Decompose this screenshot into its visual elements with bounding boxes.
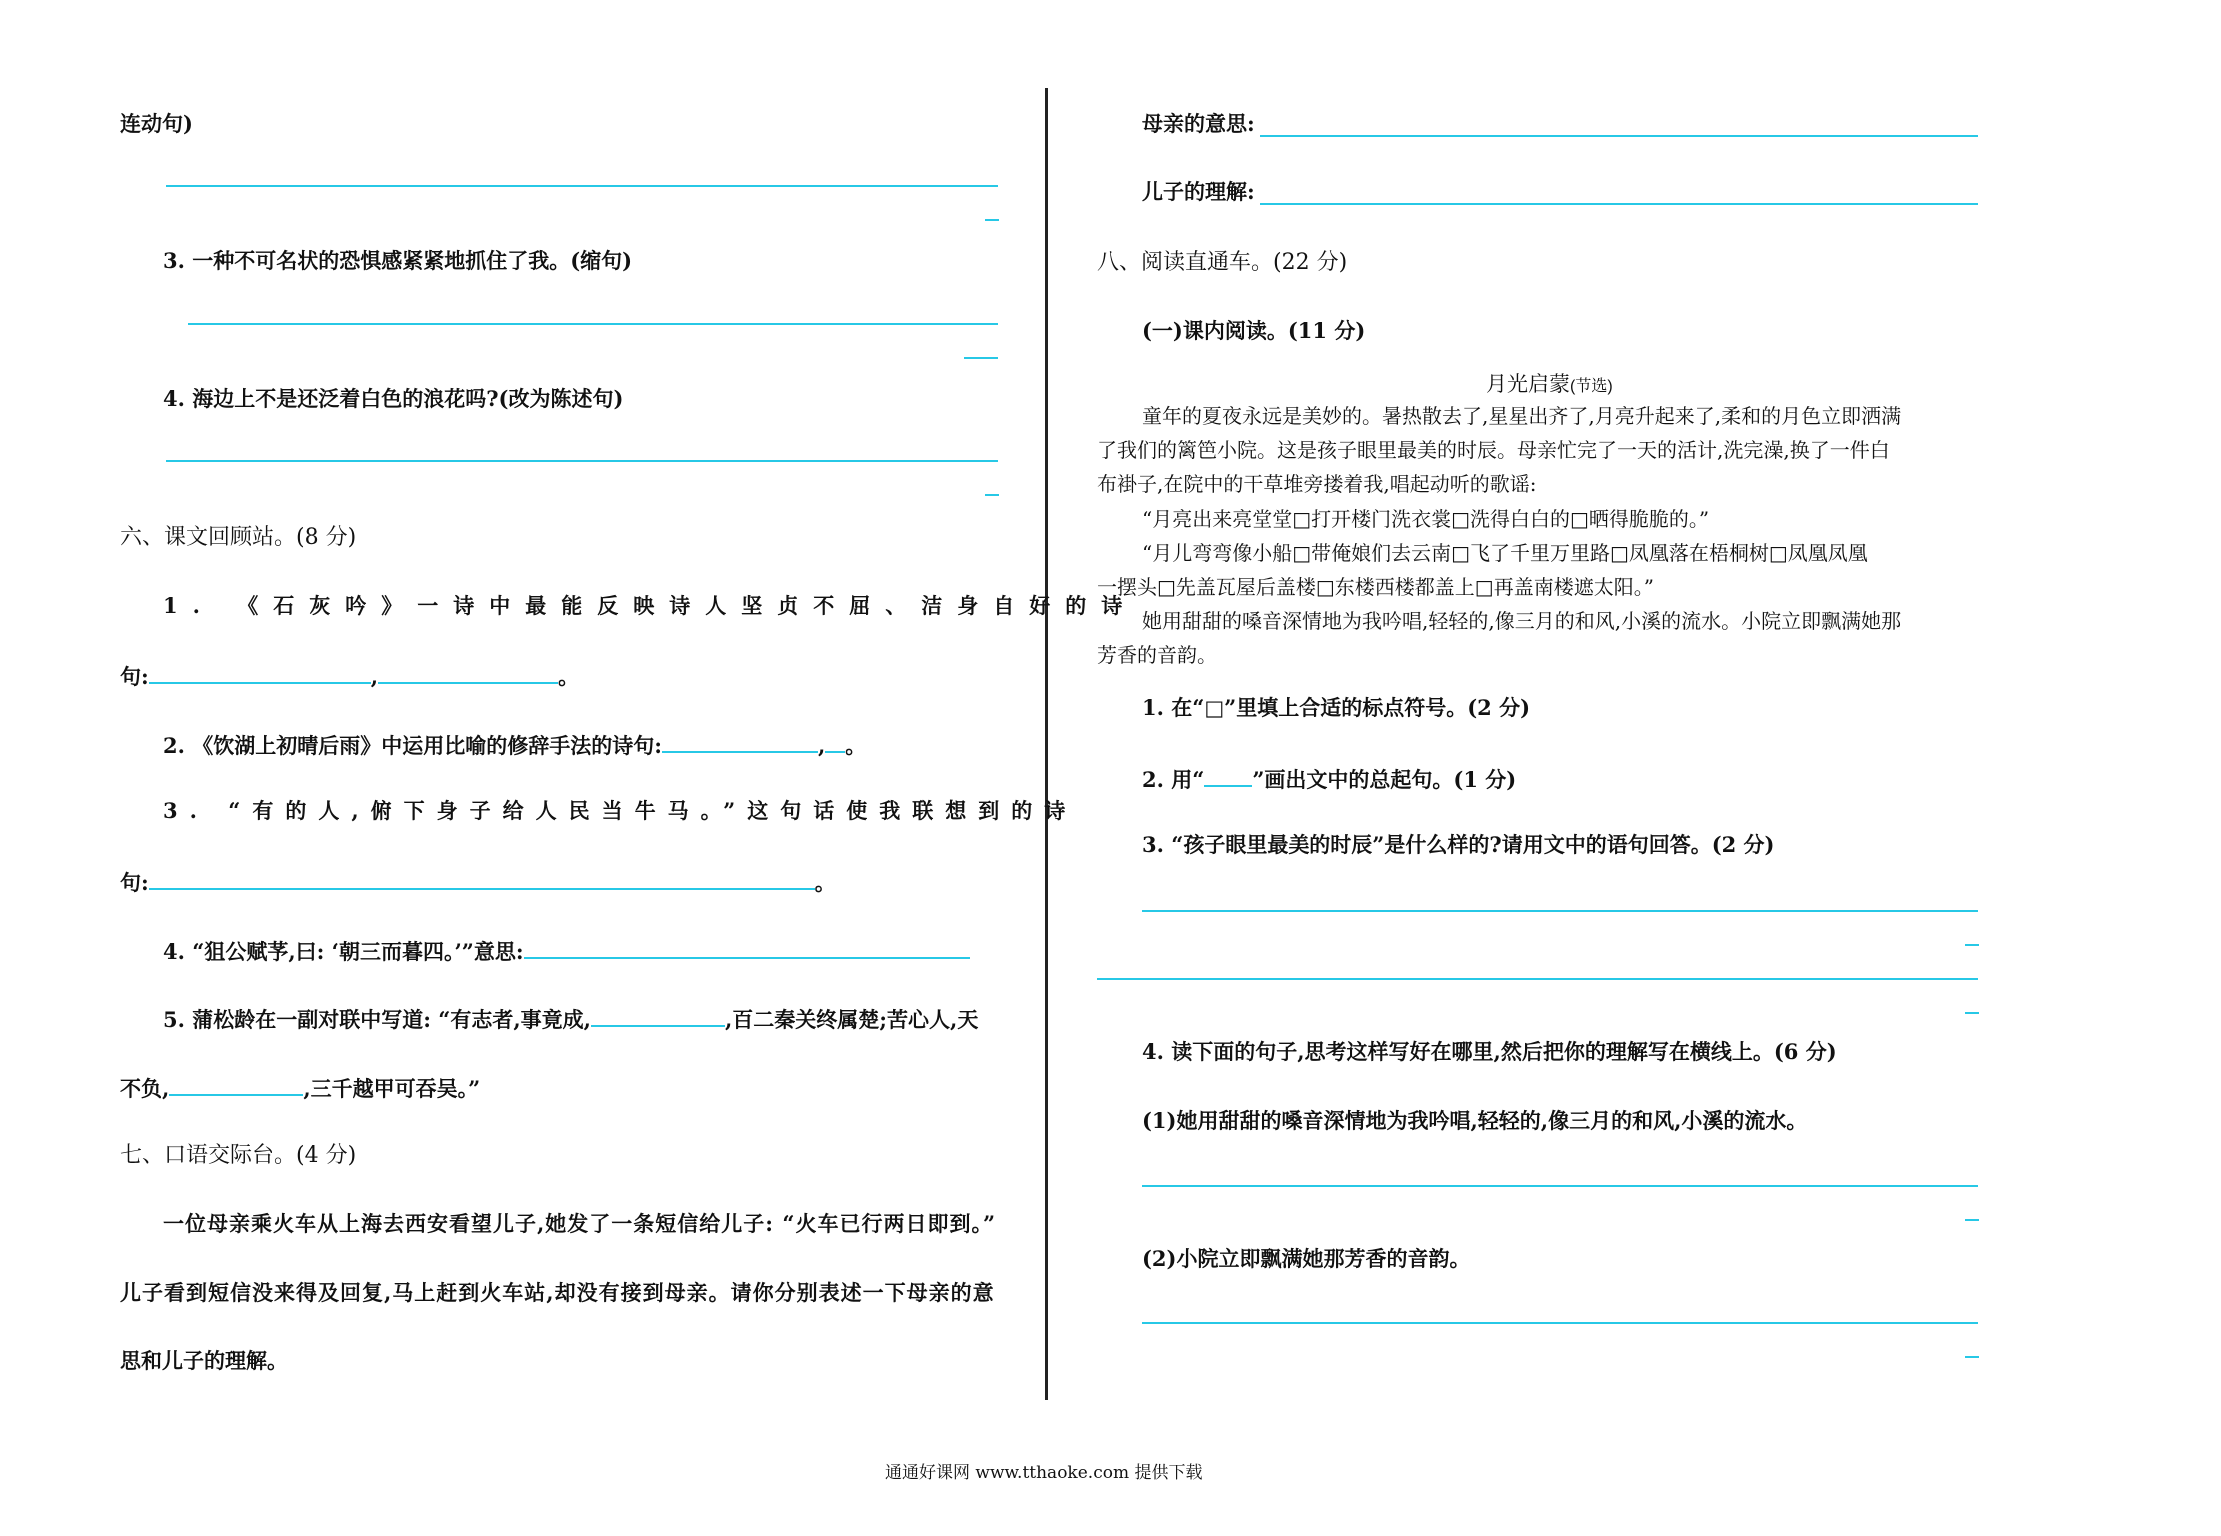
subsection-1-heading: (一)课内阅读。(11 分) <box>1142 318 1366 343</box>
answer-line[interactable] <box>1142 1322 1978 1324</box>
s6-q1-line1: 1. 《石灰吟》一诗中最能反映诗人坚贞不屈、洁身自好的诗 <box>163 593 1138 618</box>
s6-q4 <box>163 935 970 966</box>
s6-q5-text-cont: ,百二秦关终属楚;苦心人,天 <box>725 1007 979 1032</box>
column-divider <box>1045 88 1048 1400</box>
section-8-heading: 八、阅读直通车。(22 分) <box>1097 250 1348 275</box>
r-q4-sentence-1: (1)她用甜甜的嗓音深情地为我吟唱,轻轻的,像三月的和风,小溪的流水。 <box>1142 1108 1808 1133</box>
s6-q3-prefix: 句: <box>120 870 149 895</box>
passage-p3-line2: 一摆头□先盖瓦屋后盖楼□东楼西楼都盖上□再盖南楼遮太阳。” <box>1097 575 1654 599</box>
answer-line[interactable] <box>166 185 998 187</box>
r-q4-question: 4. 读下面的句子,思考这样写好在哪里,然后把你的理解写在横线上。(6 分) <box>1142 1039 1837 1064</box>
s6-q5-line1 <box>163 1003 978 1034</box>
answer-line[interactable] <box>1097 978 1978 980</box>
son-understanding-label: 儿子的理解: <box>1142 179 1255 204</box>
s6-q4-text: 4. “狙公赋芧,曰: ‘朝三而暮四。’”意思: <box>163 939 524 964</box>
s6-q1-line2 <box>120 660 579 691</box>
answer-line[interactable] <box>1260 135 1978 137</box>
underline-sample <box>1204 763 1252 787</box>
r-q3-question: 3. “孩子眼里最美的时辰”是什么样的?请用文中的语句回答。(2 分) <box>1142 832 1775 857</box>
r-q2-topic-sentence <box>1142 763 1516 794</box>
answer-line[interactable] <box>1142 910 1978 912</box>
s6-q2 <box>163 729 866 760</box>
answer-line[interactable] <box>1260 203 1978 205</box>
s7-line3: 思和儿子的理解。 <box>120 1348 288 1373</box>
q3-shorten-sentence: 3. 一种不可名状的恐惧感紧紧地抓住了我。(缩句) <box>163 248 633 273</box>
passage-title <box>1486 371 1613 401</box>
answer-line[interactable] <box>1142 1185 1978 1187</box>
period: 。 <box>558 664 580 689</box>
s6-q5-text-2: 不负, <box>120 1076 170 1101</box>
passage-p1-line1: 童年的夏夜永远是美妙的。暑热散去了,星星出齐了,月亮升起来了,柔和的月色立即洒满 <box>1142 404 1902 428</box>
passage-title-note: (节选) <box>1570 378 1613 395</box>
line-mark <box>985 219 999 221</box>
s6-q5-line2 <box>120 1072 480 1103</box>
s6-q5-text-3: ,三千越甲可吞吴。” <box>303 1076 481 1101</box>
period: 。 <box>845 733 867 758</box>
s7-line2: 儿子看到短信没来得及回复,马上赶到火车站,却没有接到母亲。请你分别表述一下母亲的意 <box>120 1280 995 1305</box>
r-q2-text-cont: ”画出文中的总起句。(1 分) <box>1252 767 1517 792</box>
line-mark <box>985 494 999 496</box>
blank-couplet-1[interactable] <box>591 1003 725 1027</box>
s6-q3-line2 <box>120 866 836 897</box>
passage-p4-line1: 她用甜甜的嗓音深情地为我吟唱,轻轻的,像三月的和风,小溪的流水。小院立即飘满她那 <box>1142 609 1902 633</box>
footer-source: 通通好课网 www.tthaoke.com 提供下载 <box>885 1463 1203 1483</box>
passage-p3-line1: “月儿弯弯像小船□带俺娘们去云南□飞了千里万里路□凤凰落在梧桐树□凤凰凤凰 <box>1142 541 1868 565</box>
answer-line[interactable] <box>166 460 998 462</box>
r-q2-text: 2. 用“ <box>1142 767 1205 792</box>
line-mark <box>1965 1356 1979 1358</box>
blank-couplet-2[interactable] <box>169 1072 303 1096</box>
s6-q1-prefix: 句: <box>120 664 149 689</box>
r-q4-sentence-2: (2)小院立即飘满她那芳香的音韵。 <box>1142 1246 1471 1271</box>
passage-p4-line2: 芳香的音韵。 <box>1097 643 1217 667</box>
s7-line1: 一位母亲乘火车从上海去西安看望儿子,她发了一条短信给儿子: “火车已行两日即到。” <box>163 1211 997 1236</box>
blank-meaning[interactable] <box>524 935 970 959</box>
section-7-heading: 七、口语交际台。(4 分) <box>120 1143 357 1168</box>
line-mark <box>1965 1219 1979 1221</box>
comma: , <box>370 664 379 689</box>
blank-associated-poem[interactable] <box>149 866 815 890</box>
passage-p1-line3: 布褂子,在院中的干草堆旁搂着我,唱起动听的歌谣: <box>1097 472 1537 496</box>
mother-meaning-label: 母亲的意思: <box>1142 111 1255 136</box>
line-mark <box>964 357 998 359</box>
r-q1-punctuation: 1. 在“□”里填上合适的标点符号。(2 分) <box>1142 695 1531 720</box>
s6-q3-line1: 3. “有的人,俯下身子给人民当牛马。”这句话使我联想到的诗 <box>163 798 1078 823</box>
blank-metaphor-2[interactable] <box>825 729 845 753</box>
s6-q5-text: 5. 蒲松龄在一副对联中写道: “有志者,事竟成, <box>163 1007 591 1032</box>
passage-p2: “月亮出来亮堂堂□打开楼门洗衣裳□洗得白白的□晒得脆脆的。” <box>1142 507 1710 531</box>
line-mark <box>1965 1012 1979 1014</box>
section-6-heading: 六、课文回顾站。(8 分) <box>120 525 357 550</box>
q4-declarative-sentence: 4. 海边上不是还泛着白色的浪花吗?(改为陈述句) <box>163 386 624 411</box>
blank-poem-1[interactable] <box>149 660 371 684</box>
s6-q2-text: 2. 《饮湖上初晴后雨》中运用比喻的修辞手法的诗句: <box>163 733 662 758</box>
line-mark <box>1965 944 1979 946</box>
period: 。 <box>814 870 836 895</box>
answer-line[interactable] <box>188 323 998 325</box>
passage-p1-line2: 了我们的篱笆小院。这是孩子眼里最美的时辰。母亲忙完了一天的活计,洗完澡,换了一件白 <box>1097 438 1890 462</box>
blank-poem-2[interactable] <box>378 660 558 684</box>
passage-title-text: 月光启蒙 <box>1486 373 1570 396</box>
blank-metaphor-1[interactable] <box>662 729 818 753</box>
comma: , <box>817 733 826 758</box>
continued-question-tail: 连动句) <box>120 111 193 136</box>
